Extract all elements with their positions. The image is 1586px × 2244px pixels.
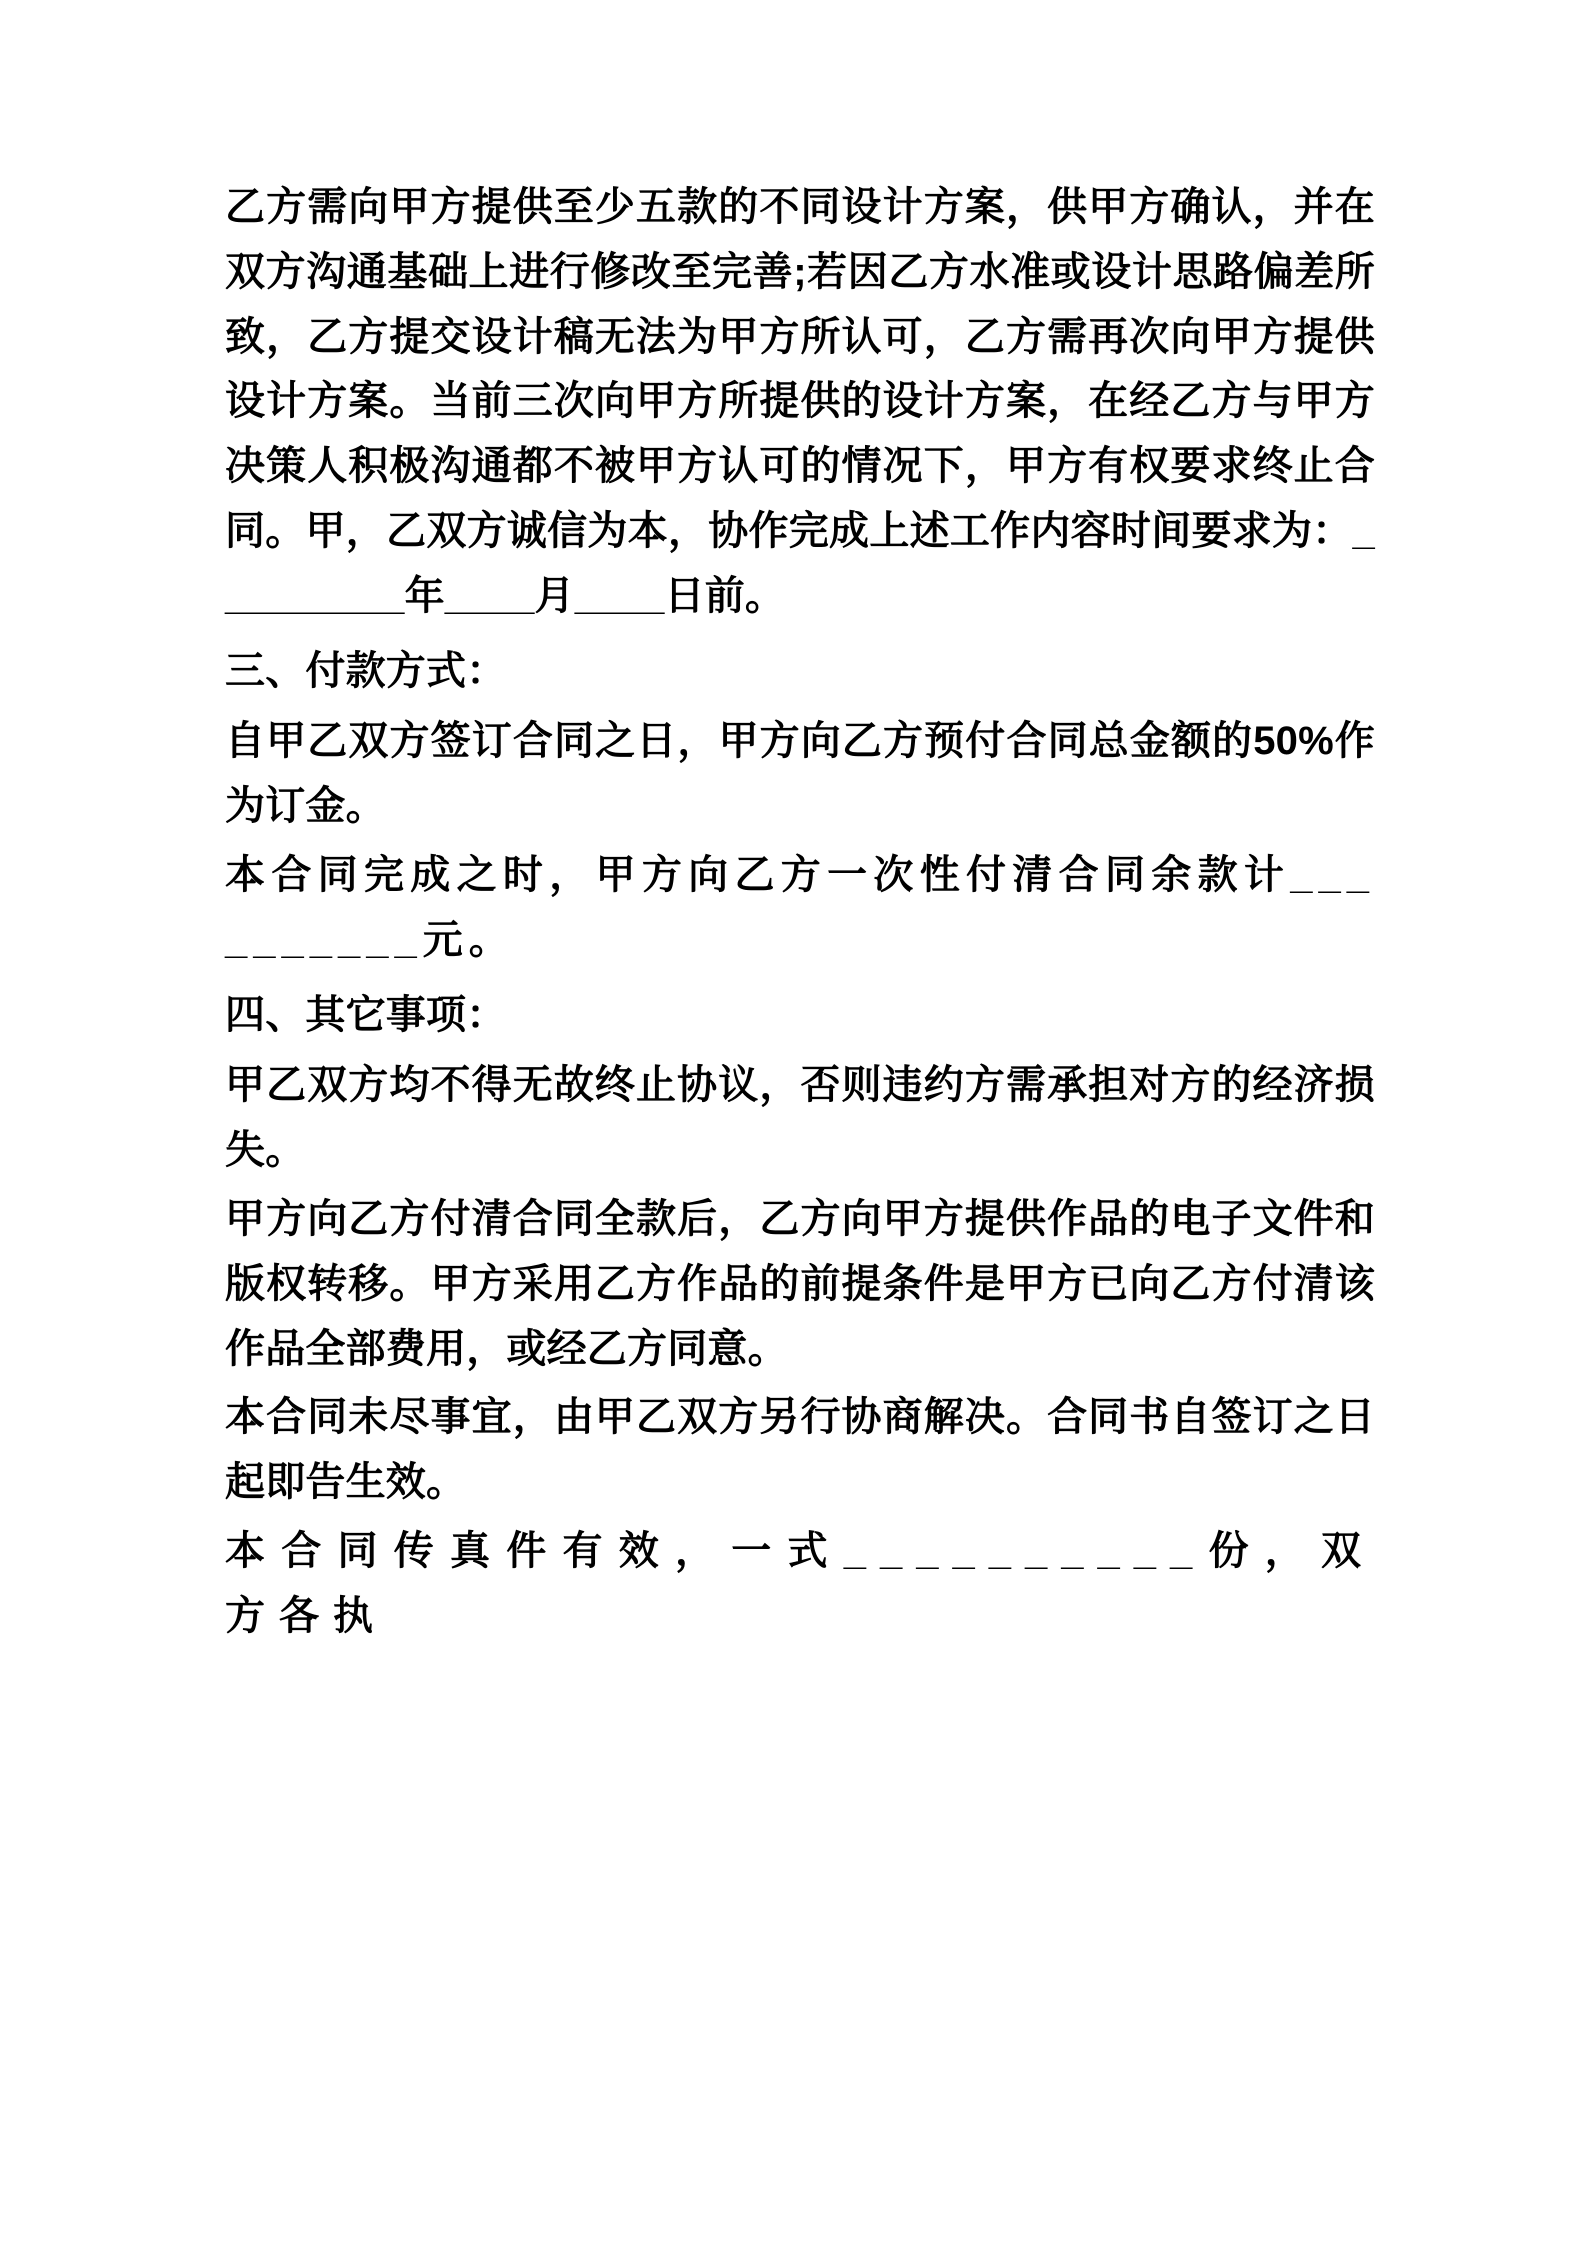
- paragraph-design-proposals: 乙方需向甲方提供至少五款的不同设计方案，供甲方确认，并在双方沟通基础上进行修改至完善;若因乙方水准或设计思路偏差所致，乙方提交设计稿无法为甲方所认可，乙方需再次向甲方提供设计方案。当前三次向甲方所提供的设计方案，在经乙方与甲方决策人积极沟通都不被甲方认可的情况下，甲方有权要求终止合同。甲，乙双方诚信为本，协作完成上述工作内容时间要求为：_________年____月____日前。: [225, 185, 1375, 618]
- paragraph-termination: 甲乙双方均不得无故终止协议，否则违约方需承担对方的经济损失。: [225, 1063, 1375, 1173]
- heading-payment-method: 三、付款方式：: [225, 648, 507, 693]
- heading-other-matters: 四、其它事项：: [225, 992, 507, 1037]
- paragraph-balance-payment: 本合同完成之时，甲方向乙方一次性付清合同余款计__________元。: [225, 852, 1375, 962]
- paragraph-unfinished-matters: 本合同未尽事宜，由甲乙双方另行协商解决。合同书自签订之日起即告生效。: [225, 1395, 1375, 1505]
- document-body: [225, 175, 1375, 1649]
- paragraph-deposit: 自甲乙双方签订合同之日，甲方向乙方预付合同总金额的50%作为订金。: [225, 719, 1375, 829]
- paragraph-fax-validity: 本合同传真件有效，一式__________份，双方各执: [225, 1528, 1375, 1638]
- paragraph-copyright-transfer: 甲方向乙方付清合同全款后，乙方向甲方提供作品的电子文件和版权转移。甲方采用乙方作品的前提条件是甲方已向乙方付清该作品全部费用，或经乙方同意。: [225, 1196, 1375, 1371]
